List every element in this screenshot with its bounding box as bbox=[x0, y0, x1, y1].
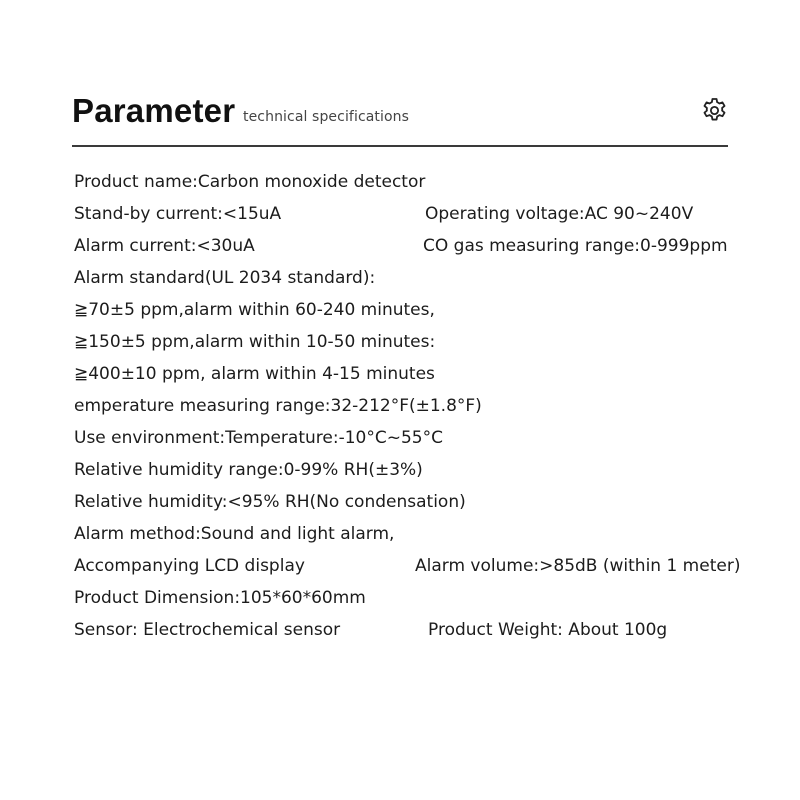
spec-lcd-display: Accompanying LCD display bbox=[74, 556, 305, 576]
spec-row-temp-range bbox=[74, 392, 774, 424]
spec-row-humidity bbox=[74, 488, 774, 520]
spec-row-dimension bbox=[74, 584, 774, 616]
spec-co-range: CO gas measuring range:0-999ppm bbox=[423, 236, 728, 256]
spec-row-current-voltage bbox=[74, 200, 774, 232]
page-subtitle: technical specifications bbox=[243, 109, 410, 125]
spec-list bbox=[74, 168, 774, 648]
header bbox=[72, 90, 732, 130]
gear-icon[interactable] bbox=[700, 96, 729, 125]
spec-alarm-method: Alarm method:Sound and light alarm, bbox=[74, 524, 395, 544]
spec-alarm-standard: Alarm standard(UL 2034 standard): bbox=[74, 268, 376, 288]
spec-row-alarm-method bbox=[74, 520, 774, 552]
spec-row-alarm-standard bbox=[74, 264, 774, 296]
spec-sensor: Sensor: Electrochemical sensor bbox=[74, 620, 341, 640]
spec-standby-current: Stand-by current:<15uA bbox=[74, 204, 282, 224]
spec-row-alarm-150ppm bbox=[74, 328, 774, 360]
spec-humidity-range: Relative humidity range:0-99% RH(±3%) bbox=[74, 460, 423, 480]
page-title: Parameter bbox=[72, 92, 236, 129]
spec-row-sensor-weight bbox=[74, 616, 774, 648]
spec-alarm-400ppm: ≧400±10 ppm, alarm within 4-15 minutes bbox=[74, 364, 435, 384]
spec-alarm-current: Alarm current:<30uA bbox=[74, 236, 255, 256]
spec-temperature-range: emperature measuring range:32-212°F(±1.8°F) bbox=[74, 396, 482, 416]
spec-product-dimension: Product Dimension:105*60*60mm bbox=[74, 588, 366, 608]
spec-relative-humidity: Relative humidity:<95% RH(No condensation) bbox=[74, 492, 466, 512]
spec-product-weight: Product Weight: About 100g bbox=[428, 620, 668, 640]
header-divider bbox=[72, 145, 728, 147]
spec-operating-voltage: Operating voltage:AC 90~240V bbox=[425, 204, 694, 224]
spec-row-use-environment bbox=[74, 424, 774, 456]
spec-alarm-70ppm: ≧70±5 ppm,alarm within 60-240 minutes, bbox=[74, 300, 435, 320]
spec-alarm-volume: Alarm volume:>85dB (within 1 meter) bbox=[415, 556, 741, 576]
spec-use-environment: Use environment:Temperature:-10°C~55°C bbox=[74, 428, 443, 448]
spec-row-alarm-400ppm bbox=[74, 360, 774, 392]
spec-product-name: Product name:Carbon monoxide detector bbox=[74, 172, 426, 192]
spec-row-product-name bbox=[74, 168, 774, 200]
spec-row-lcd-volume bbox=[74, 552, 774, 584]
spec-row-alarm-70ppm bbox=[74, 296, 774, 328]
spec-alarm-150ppm: ≧150±5 ppm,alarm within 10-50 minutes: bbox=[74, 332, 436, 352]
spec-row-humidity-range bbox=[74, 456, 774, 488]
spec-row-alarm-current-range bbox=[74, 232, 774, 264]
